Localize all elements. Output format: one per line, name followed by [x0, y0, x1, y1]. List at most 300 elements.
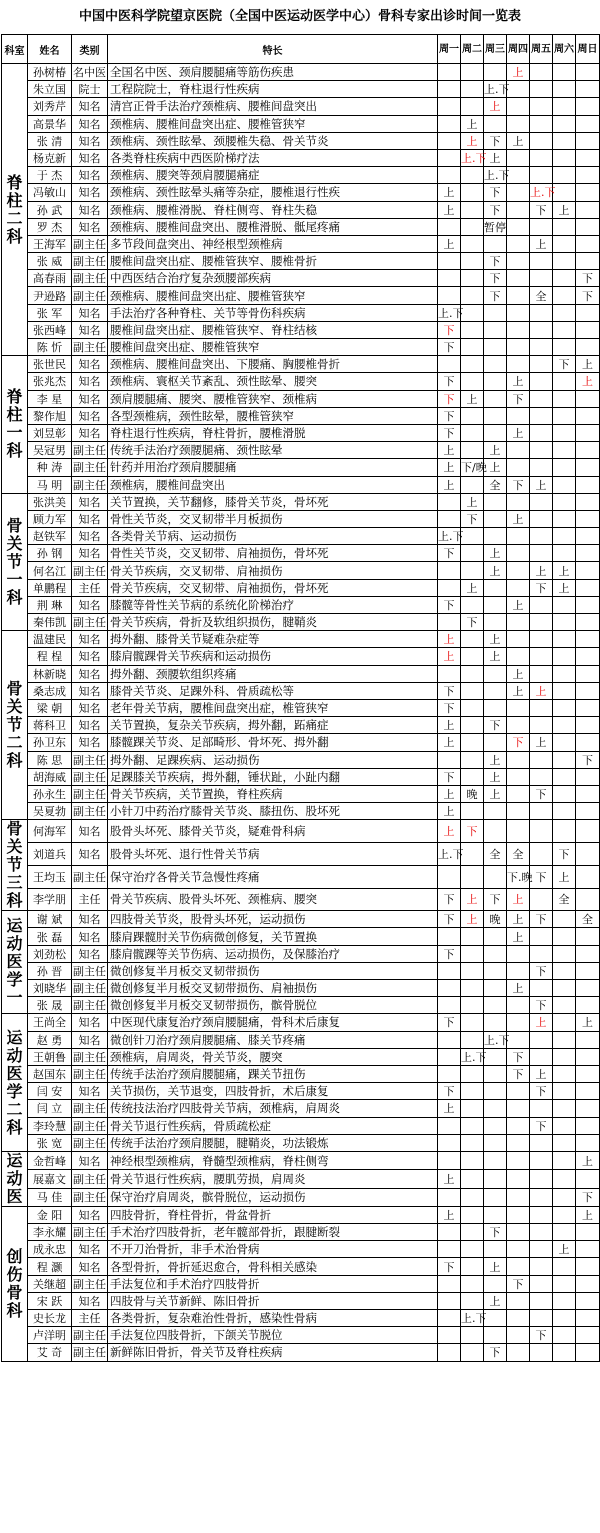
table-row — [2, 751, 600, 768]
doctor-category: 知名 — [72, 528, 108, 545]
doctor-name: 金 阳 — [28, 1206, 72, 1223]
schedule-cell — [553, 64, 576, 81]
schedule-cell: 上 — [438, 442, 461, 459]
department-label: 脊柱二科 — [6, 172, 23, 246]
doctor-specialty: 股骨头坏死、退行性骨关节病 — [108, 843, 438, 866]
table-row — [2, 928, 600, 945]
schedule-cell — [438, 579, 461, 596]
doctor-specialty: 股骨头坏死、膝骨关节炎，疑难骨科病 — [108, 820, 438, 843]
schedule-cell — [461, 980, 484, 997]
schedule-cell — [576, 562, 600, 579]
table-row — [2, 962, 600, 979]
schedule-cell — [438, 665, 461, 682]
doctor-name: 谢 斌 — [28, 911, 72, 928]
department-label: 运动医学一 — [6, 916, 23, 1008]
schedule-cell — [484, 235, 507, 252]
schedule-cell — [507, 184, 530, 201]
schedule-cell — [553, 321, 576, 338]
schedule-cell: 下 — [461, 614, 484, 631]
doctor-category: 副主任 — [72, 1327, 108, 1344]
table-row — [2, 1258, 600, 1275]
schedule-cell: 上.下 — [461, 1048, 484, 1065]
schedule-cell — [576, 768, 600, 785]
schedule-cell — [438, 1117, 461, 1134]
schedule-cell: 上 — [438, 734, 461, 751]
schedule-cell — [507, 997, 530, 1014]
schedule-cell — [507, 699, 530, 716]
schedule-cell — [553, 407, 576, 424]
table-row — [2, 115, 600, 132]
schedule-cell — [553, 751, 576, 768]
schedule-cell — [461, 682, 484, 699]
schedule-cell — [576, 149, 600, 166]
schedule-cell — [576, 997, 600, 1014]
schedule-cell — [553, 1188, 576, 1206]
schedule-cell — [507, 407, 530, 424]
doctor-category: 知名 — [72, 132, 108, 149]
table-row — [2, 132, 600, 149]
doctor-name: 马 明 — [28, 476, 72, 493]
table-row — [2, 631, 600, 648]
schedule-cell — [530, 493, 553, 510]
doctor-category: 知名 — [72, 734, 108, 751]
doctor-specialty: 四肢骨关节炎，股骨头坏死，运动损伤 — [108, 911, 438, 928]
schedule-cell — [461, 253, 484, 270]
schedule-cell — [507, 751, 530, 768]
schedule-cell — [530, 407, 553, 424]
schedule-cell: 上 — [484, 442, 507, 459]
doctor-name: 吴夏勃 — [28, 803, 72, 820]
doctor-specialty: 颈椎病、寰枢关节紊乱、颈性眩晕、腰突 — [108, 373, 438, 390]
doctor-specialty: 颈椎病、腰椎滑脱、脊柱侧弯、脊柱失稳 — [108, 201, 438, 218]
schedule-cell — [553, 253, 576, 270]
schedule-cell — [461, 270, 484, 287]
schedule-cell — [576, 962, 600, 979]
doctor-specialty: 关节置换，关节翻修，膝骨关节炎，骨坏死 — [108, 493, 438, 510]
schedule-cell: 下 — [438, 339, 461, 356]
schedule-cell — [530, 1031, 553, 1048]
schedule-cell — [484, 1206, 507, 1223]
doctor-category: 知名 — [72, 407, 108, 424]
schedule-cell — [553, 528, 576, 545]
schedule-cell — [576, 717, 600, 734]
schedule-cell — [553, 962, 576, 979]
table-row — [2, 562, 600, 579]
schedule-cell: 下 — [438, 1258, 461, 1275]
schedule-cell — [461, 1224, 484, 1241]
schedule-cell — [461, 865, 484, 888]
table-row — [2, 888, 600, 911]
schedule-cell: 下 — [507, 1048, 530, 1065]
doctor-specialty: 关节损伤，关节退变，四肢骨折，术后康复 — [108, 1083, 438, 1100]
doctor-category: 知名 — [72, 356, 108, 373]
table-row — [2, 997, 600, 1014]
schedule-cell — [530, 167, 553, 184]
doctor-name: 林新晓 — [28, 665, 72, 682]
schedule-cell: 下.晚 — [507, 865, 530, 888]
doctor-category: 副主任 — [72, 1117, 108, 1134]
doctor-name: 秦伟凯 — [28, 614, 72, 631]
schedule-cell — [438, 149, 461, 166]
schedule-cell — [576, 321, 600, 338]
schedule-cell — [507, 304, 530, 321]
schedule-cell — [576, 803, 600, 820]
schedule-cell — [553, 149, 576, 166]
schedule-cell — [507, 149, 530, 166]
table-row — [2, 768, 600, 785]
schedule-cell: 上 — [438, 1100, 461, 1117]
schedule-cell: 上 — [576, 356, 600, 373]
schedule-cell: 晚 — [461, 785, 484, 802]
table-row — [2, 528, 600, 545]
schedule-cell: 上 — [507, 665, 530, 682]
doctor-category: 知名 — [72, 218, 108, 235]
header-day: 周四 — [507, 35, 530, 64]
doctor-name: 何名江 — [28, 562, 72, 579]
schedule-cell — [530, 843, 553, 866]
schedule-cell: 上 — [438, 717, 461, 734]
schedule-cell — [553, 493, 576, 510]
schedule-cell — [576, 184, 600, 201]
schedule-cell — [530, 888, 553, 911]
doctor-specialty: 传统手法治疗颈肩腰腿痛，踝关节扭伤 — [108, 1065, 438, 1082]
schedule-cell: 上 — [553, 201, 576, 218]
schedule-cell — [507, 1170, 530, 1188]
schedule-cell — [576, 545, 600, 562]
table-row — [2, 1327, 600, 1344]
schedule-cell — [484, 614, 507, 631]
schedule-cell — [461, 167, 484, 184]
doctor-name: 成永忠 — [28, 1241, 72, 1258]
schedule-cell — [438, 980, 461, 997]
schedule-cell — [461, 442, 484, 459]
schedule-cell: 上 — [530, 682, 553, 699]
schedule-cell — [438, 1065, 461, 1082]
doctor-specialty: 腰椎间盘突出症、腰椎管狭窄、腰椎骨折 — [108, 253, 438, 270]
schedule-cell — [576, 1258, 600, 1275]
schedule-cell: 上 — [507, 682, 530, 699]
schedule-cell — [461, 1292, 484, 1309]
doctor-specialty: 全国名中医、颈肩腰腿痛等筋伤疾患 — [108, 64, 438, 81]
schedule-cell — [530, 1344, 553, 1361]
schedule-cell — [507, 493, 530, 510]
schedule-cell: 上 — [484, 1292, 507, 1309]
schedule-cell — [461, 1065, 484, 1082]
schedule-cell — [438, 614, 461, 631]
schedule-cell — [576, 1117, 600, 1134]
schedule-cell — [461, 1117, 484, 1134]
table-row — [2, 321, 600, 338]
header-row — [2, 35, 600, 64]
doctor-name: 王朝鲁 — [28, 1048, 72, 1065]
schedule-cell — [484, 945, 507, 962]
table-row — [2, 1134, 600, 1151]
schedule-cell: 上 — [507, 980, 530, 997]
schedule-cell: 下 — [507, 390, 530, 407]
doctor-name: 赵 勇 — [28, 1031, 72, 1048]
doctor-name: 朱立国 — [28, 81, 72, 98]
schedule-cell — [484, 820, 507, 843]
schedule-cell: 上.下 — [484, 1031, 507, 1048]
schedule-cell — [461, 1083, 484, 1100]
schedule-cell — [484, 962, 507, 979]
schedule-cell — [576, 1031, 600, 1048]
doctor-name: 陈 忻 — [28, 339, 72, 356]
schedule-cell — [484, 980, 507, 997]
schedule-cell — [484, 390, 507, 407]
schedule-cell — [461, 1100, 484, 1117]
schedule-cell — [461, 356, 484, 373]
schedule-cell — [461, 218, 484, 235]
table-row — [2, 980, 600, 997]
doctor-name: 关继超 — [28, 1275, 72, 1292]
schedule-cell: 上.下 — [530, 184, 553, 201]
doctor-category: 知名 — [72, 631, 108, 648]
schedule-cell — [484, 528, 507, 545]
schedule-cell — [553, 81, 576, 98]
schedule-cell — [507, 1292, 530, 1309]
doctor-category: 知名 — [72, 1206, 108, 1223]
doctor-specialty: 多节段间盘突出、神经根型颈椎病 — [108, 235, 438, 252]
schedule-cell — [576, 1344, 600, 1361]
doctor-category: 副主任 — [72, 1188, 108, 1206]
schedule-cell: 上 — [507, 64, 530, 81]
schedule-body — [2, 64, 600, 1362]
schedule-cell — [484, 64, 507, 81]
schedule-cell — [507, 270, 530, 287]
doctor-specialty: 手法复位四肢骨折，下颌关节脱位 — [108, 1327, 438, 1344]
schedule-cell: 下 — [438, 373, 461, 390]
schedule-cell — [553, 980, 576, 997]
schedule-cell — [461, 962, 484, 979]
schedule-cell — [553, 1206, 576, 1223]
doctor-name: 张 晟 — [28, 997, 72, 1014]
doctor-category: 副主任 — [72, 339, 108, 356]
schedule-cell: 上 — [576, 1014, 600, 1031]
table-row — [2, 476, 600, 493]
schedule-cell — [576, 1134, 600, 1151]
doctor-specialty: 足踝膝关节疾病，拇外翻，锤状趾，小趾内翻 — [108, 768, 438, 785]
doctor-category: 知名 — [72, 493, 108, 510]
schedule-cell — [484, 304, 507, 321]
doctor-name: 王均玉 — [28, 865, 72, 888]
schedule-cell — [461, 184, 484, 201]
schedule-cell — [507, 803, 530, 820]
schedule-cell — [438, 562, 461, 579]
schedule-cell — [576, 1310, 600, 1327]
table-row — [2, 1014, 600, 1031]
schedule-cell — [461, 1170, 484, 1188]
schedule-cell — [438, 1151, 461, 1169]
schedule-cell — [553, 459, 576, 476]
schedule-cell — [507, 459, 530, 476]
schedule-cell — [530, 98, 553, 115]
schedule-cell — [438, 1048, 461, 1065]
table-row — [2, 287, 600, 304]
doctor-category: 知名 — [72, 98, 108, 115]
doctor-name: 孙树椿 — [28, 64, 72, 81]
doctor-name: 刘晓华 — [28, 980, 72, 997]
doctor-name: 冯敏山 — [28, 184, 72, 201]
schedule-cell: 上 — [507, 928, 530, 945]
schedule-cell — [530, 64, 553, 81]
doctor-specialty: 颈椎病、腰椎间盘突出、腰椎滑脱、骶尾疼痛 — [108, 218, 438, 235]
schedule-cell — [530, 321, 553, 338]
schedule-cell — [461, 81, 484, 98]
schedule-cell — [530, 459, 553, 476]
doctor-category: 知名 — [72, 321, 108, 338]
schedule-cell: 下 — [484, 287, 507, 304]
schedule-cell — [553, 218, 576, 235]
doctor-specialty: 骨性关节炎，交叉韧带半月板损伤 — [108, 510, 438, 527]
doctor-name: 张 军 — [28, 304, 72, 321]
doctor-specialty: 颈椎病、腰椎间盘突出症、腰椎管狭窄 — [108, 115, 438, 132]
schedule-cell: 下 — [507, 1065, 530, 1082]
schedule-cell — [576, 596, 600, 613]
schedule-cell — [530, 149, 553, 166]
schedule-cell: 下 — [484, 184, 507, 201]
schedule-cell — [553, 1170, 576, 1188]
doctor-specialty: 四肢骨与关节新鲜、陈旧骨折 — [108, 1292, 438, 1309]
doctor-category: 知名 — [72, 682, 108, 699]
schedule-cell — [461, 1258, 484, 1275]
schedule-cell: 下 — [553, 356, 576, 373]
schedule-cell — [576, 528, 600, 545]
doctor-category: 副主任 — [72, 785, 108, 802]
schedule-cell: 下 — [530, 1327, 553, 1344]
department-cell — [2, 1206, 28, 1361]
schedule-cell — [530, 648, 553, 665]
schedule-cell: 上 — [576, 373, 600, 390]
schedule-cell — [553, 235, 576, 252]
schedule-cell — [530, 820, 553, 843]
doctor-category: 副主任 — [72, 1170, 108, 1188]
schedule-cell: 上 — [438, 1170, 461, 1188]
doctor-category: 知名 — [72, 648, 108, 665]
schedule-cell — [461, 98, 484, 115]
schedule-cell — [438, 1275, 461, 1292]
schedule-cell: 下 — [438, 682, 461, 699]
schedule-cell: 下 — [461, 510, 484, 527]
schedule-cell — [576, 98, 600, 115]
department-cell — [2, 493, 28, 631]
schedule-cell: 下 — [438, 424, 461, 441]
schedule-cell: 下 — [530, 962, 553, 979]
schedule-cell — [576, 1241, 600, 1258]
schedule-cell — [530, 270, 553, 287]
schedule-cell — [553, 442, 576, 459]
schedule-cell — [484, 424, 507, 441]
schedule-cell — [507, 339, 530, 356]
doctor-specialty: 关节置换，复杂关节疾病，拇外翻，跖痛症 — [108, 717, 438, 734]
doctor-specialty: 颈椎病、腰椎间盘突出、下腰痛、胸腰椎骨折 — [108, 356, 438, 373]
department-label: 骨关节一科 — [6, 515, 23, 607]
header-day: 周三 — [484, 35, 507, 64]
schedule-cell: 下 — [530, 785, 553, 802]
schedule-cell: 下 — [484, 132, 507, 149]
schedule-cell — [438, 1241, 461, 1258]
schedule-cell — [576, 614, 600, 631]
schedule-cell — [461, 803, 484, 820]
table-row — [2, 1048, 600, 1065]
department-cell — [2, 631, 28, 820]
schedule-cell — [507, 287, 530, 304]
doctor-category: 副主任 — [72, 1134, 108, 1151]
schedule-cell: 下 — [438, 945, 461, 962]
schedule-cell: 下/晚 — [461, 459, 484, 476]
doctor-specialty: 小针刀中药治疗膝骨关节炎、膝扭伤、股坏死 — [108, 803, 438, 820]
schedule-cell — [484, 682, 507, 699]
schedule-cell — [461, 997, 484, 1014]
schedule-cell — [484, 1117, 507, 1134]
schedule-cell — [553, 1065, 576, 1082]
schedule-cell — [530, 373, 553, 390]
doctor-name: 温建民 — [28, 631, 72, 648]
schedule-cell: 上 — [484, 1258, 507, 1275]
schedule-cell — [438, 1134, 461, 1151]
table-row — [2, 1031, 600, 1048]
schedule-cell — [438, 253, 461, 270]
table-row — [2, 1151, 600, 1169]
schedule-cell — [438, 1224, 461, 1241]
table-row — [2, 98, 600, 115]
table-row — [2, 1206, 600, 1223]
schedule-cell — [553, 390, 576, 407]
schedule-cell — [553, 115, 576, 132]
schedule-cell: 下 — [530, 911, 553, 928]
schedule-cell — [484, 321, 507, 338]
schedule-cell: 下 — [576, 751, 600, 768]
department-label: 骨关节二科 — [6, 679, 23, 771]
doctor-name: 单鹏程 — [28, 579, 72, 596]
schedule-cell — [438, 356, 461, 373]
doctor-category: 主任 — [72, 888, 108, 911]
table-row — [2, 1344, 600, 1361]
table-row — [2, 184, 600, 201]
schedule-cell — [576, 1065, 600, 1082]
doctor-category: 副主任 — [72, 270, 108, 287]
schedule-cell — [484, 493, 507, 510]
table-row — [2, 459, 600, 476]
doctor-name: 尹逊路 — [28, 287, 72, 304]
schedule-cell — [507, 1344, 530, 1361]
schedule-cell — [530, 803, 553, 820]
schedule-cell: 下 — [576, 1188, 600, 1206]
doctor-name: 张 威 — [28, 253, 72, 270]
doctor-specialty: 微创针刀治疗颈肩腰腿痛、膝关节疼痛 — [108, 1031, 438, 1048]
schedule-cell — [553, 648, 576, 665]
schedule-cell — [507, 945, 530, 962]
doctor-name: 顾力军 — [28, 510, 72, 527]
doctor-name: 艾 奇 — [28, 1344, 72, 1361]
doctor-specialty: 中医现代康复治疗颈肩腰腿痛，骨科术后康复 — [108, 1014, 438, 1031]
schedule-table — [1, 34, 600, 1362]
schedule-cell: 下 — [484, 1344, 507, 1361]
doctor-category: 知名 — [72, 1083, 108, 1100]
schedule-cell — [553, 510, 576, 527]
schedule-cell: 上 — [484, 785, 507, 802]
schedule-cell — [507, 820, 530, 843]
doctor-specialty: 膝髋等骨性关节病的系统化阶梯治疗 — [108, 596, 438, 613]
table-row — [2, 270, 600, 287]
doctor-name: 刘昱彰 — [28, 424, 72, 441]
schedule-cell: 上 — [438, 785, 461, 802]
doctor-category: 知名 — [72, 699, 108, 716]
schedule-cell — [507, 442, 530, 459]
doctor-specialty: 各类骨关节病、运动损伤 — [108, 528, 438, 545]
schedule-cell — [576, 648, 600, 665]
schedule-cell: 上 — [484, 545, 507, 562]
